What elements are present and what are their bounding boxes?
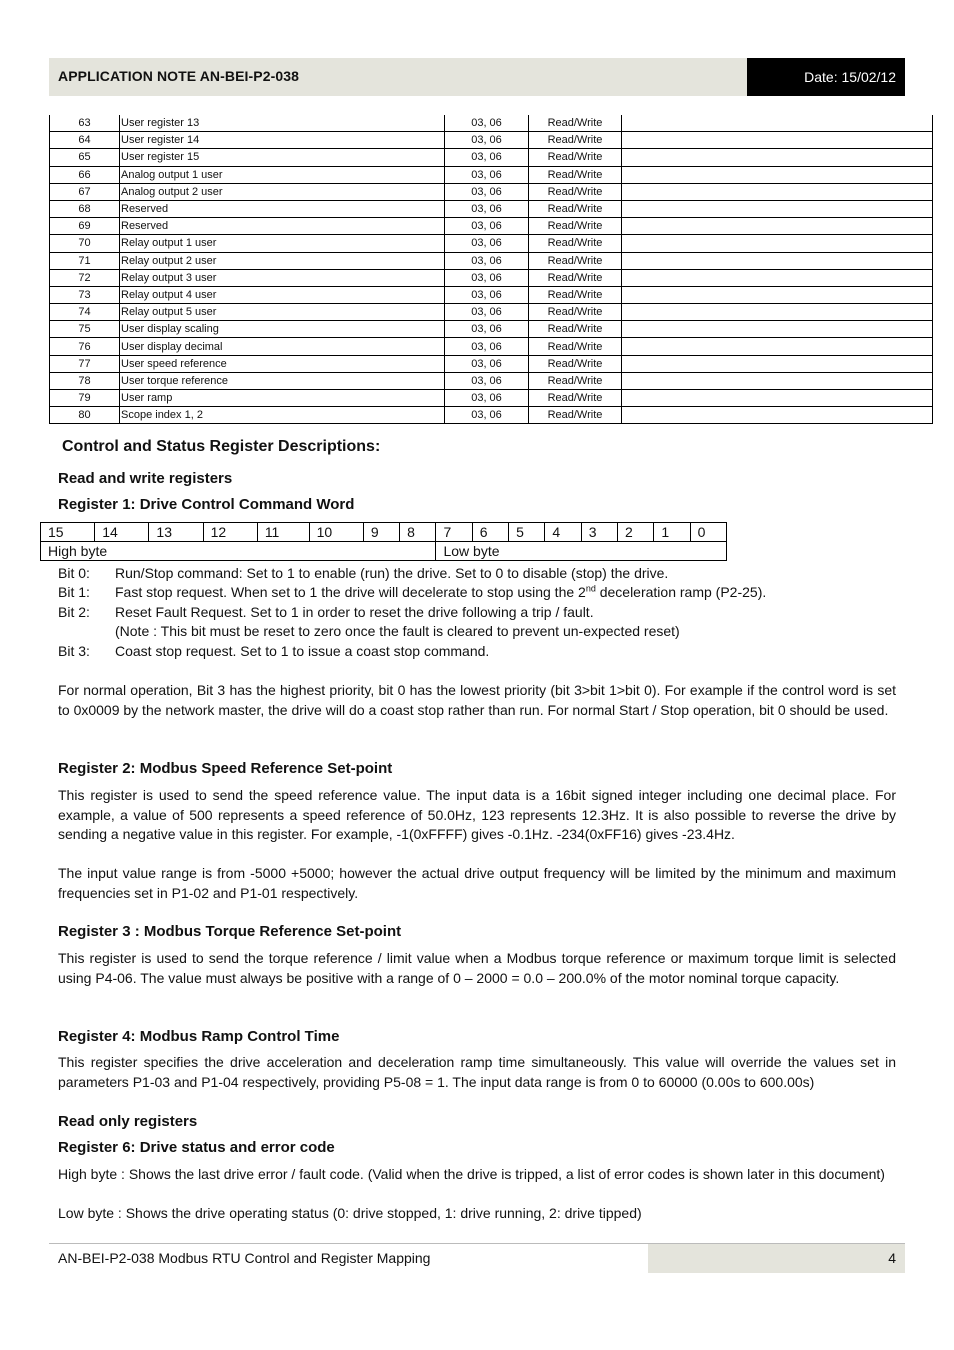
reg4-heading: Register 4: Modbus Ramp Control Time [58, 1028, 340, 1045]
function-code-cell: 03, 06 [445, 304, 529, 321]
notes-cell [622, 149, 933, 166]
bit-cell: 2 [618, 523, 654, 542]
register-number-cell: 67 [50, 183, 120, 200]
register-number-cell: 77 [50, 355, 120, 372]
table-row [50, 372, 933, 389]
function-code-cell: 03, 06 [445, 218, 529, 235]
control-word-bits-table [40, 522, 727, 561]
register-name-cell: Relay output 5 user [120, 304, 445, 321]
bit-cell: 8 [400, 523, 436, 542]
register-name-cell: Scope index 1, 2 [120, 407, 445, 424]
bit1-line [58, 583, 766, 602]
notes-cell [622, 132, 933, 149]
notes-cell [622, 286, 933, 303]
bit-number-row [41, 523, 727, 542]
function-code-cell: 03, 06 [445, 200, 529, 217]
page-footer [49, 1243, 905, 1273]
register-name-cell: User display scaling [120, 321, 445, 338]
register-name-cell: User register 13 [120, 115, 445, 132]
access-cell: Read/Write [529, 132, 622, 149]
bit2-label: Bit 2: [58, 604, 90, 620]
high-byte-cell: High byte [41, 542, 436, 561]
notes-cell [622, 235, 933, 252]
table-row [50, 166, 933, 183]
table-row [50, 355, 933, 372]
register-number-cell: 69 [50, 218, 120, 235]
notes-cell [622, 304, 933, 321]
bit-cell: 14 [95, 523, 149, 542]
function-code-cell: 03, 06 [445, 252, 529, 269]
notes-cell [622, 269, 933, 286]
register-number-cell: 65 [50, 149, 120, 166]
reg4-paragraph: This register specifies the drive acceleration and deceleration ramp time simultaneously. This value will override the values set in parameters P1-03 and P1-04 respectively, providing P5-08 = 1. The input data range is from 0 to 60000 (0.00s to 600.00s) [58, 1054, 896, 1090]
notes-cell [622, 183, 933, 200]
reg2-paragraph-1: This register is used to send the speed reference value. The input data is a 16bit signed integer including one decimal place. For example, a value of 500 represents a speed reference of 50.0Hz, 123 represents 12.3Hz. It is also possible to reverse the drive by sending a negative value in this register. For example, -1(0xFFFF) gives -0.1Hz. -234(0xFF16) gives -23.4Hz. [58, 787, 896, 842]
bit3-text: Coast stop request. Set to 1 to issue a coast stop command. [115, 643, 490, 659]
access-cell: Read/Write [529, 200, 622, 217]
rw-heading: Read and write registers [58, 470, 233, 487]
bit-cell: 7 [436, 523, 472, 542]
notes-cell [622, 407, 933, 424]
access-cell: Read/Write [529, 166, 622, 183]
reg1-paragraph: For normal operation, Bit 3 has the highest priority, bit 0 has the lowest priority (bit 3>bit 1>bit 0). For example if the control word is set to 0x0009 by the network master, the drive will do a coast stop rather than run. For normal Start / Stop operation, bit 0 should be used. [58, 682, 896, 718]
bit1-sup: nd [585, 583, 596, 594]
register-name-cell: User speed reference [120, 355, 445, 372]
bit3-line [58, 642, 489, 661]
function-code-cell: 03, 06 [445, 132, 529, 149]
access-cell: Read/Write [529, 235, 622, 252]
register-number-cell: 74 [50, 304, 120, 321]
access-cell: Read/Write [529, 338, 622, 355]
table-row [50, 321, 933, 338]
notes-cell [622, 355, 933, 372]
access-cell: Read/Write [529, 321, 622, 338]
bit1-text-a: Fast stop request. When set to 1 the drive will decelerate to stop using the 2 [115, 584, 586, 600]
register-name-cell: Reserved [120, 200, 445, 217]
reg6-heading: Register 6: Drive status and error code [58, 1139, 335, 1156]
bit0-line [58, 564, 668, 583]
notes-cell [622, 390, 933, 407]
register-name-cell: User display decimal [120, 338, 445, 355]
low-byte-cell: Low byte [436, 542, 727, 561]
reg3-paragraph: This register is used to send the torque reference / limit value when a Modbus torque reference or maximum torque limit is selected using P4-06. The value must always be positive with a range of 0 – 2000 = 0.0 – 200.0% of the motor nominal torque capacity. [58, 950, 896, 986]
header-title: APPLICATION NOTE AN-BEI-P2-038 [58, 68, 300, 84]
access-cell: Read/Write [529, 149, 622, 166]
register-name-cell: User register 14 [120, 132, 445, 149]
bit2-note: (Note : This bit must be reset to zero once the fault is cleared to prevent un-expected reset) [115, 623, 680, 639]
page-number: 4 [648, 1244, 905, 1273]
access-cell: Read/Write [529, 252, 622, 269]
register-name-cell: Relay output 2 user [120, 252, 445, 269]
bit-cell: 5 [509, 523, 545, 542]
bit-cell: 9 [363, 523, 399, 542]
notes-cell [622, 115, 933, 132]
reg2-paragraph-2: The input value range is from -5000 +5000; however the actual drive output frequency will be limited by the minimum and maximum frequencies set in P1-02 and P1-01 respectively. [58, 865, 896, 901]
notes-cell [622, 372, 933, 389]
table-row [50, 200, 933, 217]
bit-cell: 10 [309, 523, 363, 542]
register-table [49, 115, 933, 424]
function-code-cell: 03, 06 [445, 338, 529, 355]
reg1-heading: Register 1: Drive Control Command Word [58, 496, 355, 513]
bit0-label: Bit 0: [58, 565, 90, 581]
reg6-line-1: High byte : Shows the last drive error / fault code. (Valid when the drive is tripped, a list of error codes is shown later in this document) [58, 1166, 885, 1182]
page-header [49, 58, 905, 96]
reg6-line-2: Low byte : Shows the drive operating status (0: drive stopped, 1: drive running, 2: drive tipped) [58, 1205, 642, 1221]
byte-row [41, 542, 727, 561]
bit0-text: Run/Stop command: Set to 1 to enable (run) the drive. Set to 0 to disable (stop) the drive. [115, 565, 669, 581]
notes-cell [622, 321, 933, 338]
register-number-cell: 70 [50, 235, 120, 252]
section-title: Control and Status Register Descriptions: [62, 438, 381, 455]
register-name-cell: Analog output 1 user [120, 166, 445, 183]
register-number-cell: 78 [50, 372, 120, 389]
register-number-cell: 63 [50, 115, 120, 132]
table-row [50, 304, 933, 321]
notes-cell [622, 218, 933, 235]
table-row [50, 269, 933, 286]
access-cell: Read/Write [529, 218, 622, 235]
function-code-cell: 03, 06 [445, 183, 529, 200]
function-code-cell: 03, 06 [445, 407, 529, 424]
reg2-heading: Register 2: Modbus Speed Reference Set-point [58, 760, 393, 777]
access-cell: Read/Write [529, 269, 622, 286]
register-name-cell: User torque reference [120, 372, 445, 389]
register-number-cell: 75 [50, 321, 120, 338]
table-row [50, 286, 933, 303]
notes-cell [622, 166, 933, 183]
bit-cell: 0 [690, 523, 726, 542]
table-row [50, 132, 933, 149]
register-number-cell: 64 [50, 132, 120, 149]
bit3-label: Bit 3: [58, 643, 90, 659]
bit1-label: Bit 1: [58, 584, 90, 600]
reg3-heading: Register 3 : Modbus Torque Reference Set-point [58, 923, 402, 940]
access-cell: Read/Write [529, 355, 622, 372]
footer-text: AN-BEI-P2-038 Modbus RTU Control and Register Mapping [58, 1250, 431, 1266]
table-row [50, 218, 933, 235]
access-cell: Read/Write [529, 407, 622, 424]
register-name-cell: User ramp [120, 390, 445, 407]
access-cell: Read/Write [529, 183, 622, 200]
function-code-cell: 03, 06 [445, 390, 529, 407]
bit1-text-b: deceleration ramp (P2-25). [595, 584, 767, 600]
header-date: Date: 15/02/12 [747, 58, 905, 96]
table-row [50, 235, 933, 252]
bit-cell: 15 [41, 523, 95, 542]
bit-cell: 12 [203, 523, 257, 542]
function-code-cell: 03, 06 [445, 372, 529, 389]
register-name-cell: Relay output 4 user [120, 286, 445, 303]
access-cell: Read/Write [529, 372, 622, 389]
table-row [50, 407, 933, 424]
table-row [50, 338, 933, 355]
notes-cell [622, 252, 933, 269]
function-code-cell: 03, 06 [445, 269, 529, 286]
bit-cell: 6 [472, 523, 508, 542]
register-number-cell: 76 [50, 338, 120, 355]
register-number-cell: 66 [50, 166, 120, 183]
register-name-cell: Analog output 2 user [120, 183, 445, 200]
function-code-cell: 03, 06 [445, 321, 529, 338]
bit-cell: 11 [257, 523, 309, 542]
register-name-cell: Relay output 1 user [120, 235, 445, 252]
table-row [50, 149, 933, 166]
table-row [50, 390, 933, 407]
bit2-line [58, 603, 594, 622]
access-cell: Read/Write [529, 286, 622, 303]
table-row [50, 183, 933, 200]
register-number-cell: 80 [50, 407, 120, 424]
function-code-cell: 03, 06 [445, 115, 529, 132]
register-name-cell: Relay output 3 user [120, 269, 445, 286]
register-name-cell: User register 15 [120, 149, 445, 166]
register-number-cell: 72 [50, 269, 120, 286]
bit-cell: 1 [654, 523, 690, 542]
register-number-cell: 71 [50, 252, 120, 269]
notes-cell [622, 338, 933, 355]
table-row [50, 115, 933, 132]
access-cell: Read/Write [529, 390, 622, 407]
function-code-cell: 03, 06 [445, 166, 529, 183]
function-code-cell: 03, 06 [445, 149, 529, 166]
table-row [50, 252, 933, 269]
bit2-text: Reset Fault Request. Set to 1 in order to reset the drive following a trip / fault. [115, 604, 594, 620]
function-code-cell: 03, 06 [445, 286, 529, 303]
bit-cell: 13 [149, 523, 203, 542]
register-number-cell: 73 [50, 286, 120, 303]
bit-cell: 4 [545, 523, 581, 542]
register-number-cell: 79 [50, 390, 120, 407]
access-cell: Read/Write [529, 115, 622, 132]
access-cell: Read/Write [529, 304, 622, 321]
ro-heading: Read only registers [58, 1113, 198, 1130]
notes-cell [622, 200, 933, 217]
register-number-cell: 68 [50, 200, 120, 217]
function-code-cell: 03, 06 [445, 355, 529, 372]
function-code-cell: 03, 06 [445, 235, 529, 252]
bit-cell: 3 [581, 523, 617, 542]
register-name-cell: Reserved [120, 218, 445, 235]
